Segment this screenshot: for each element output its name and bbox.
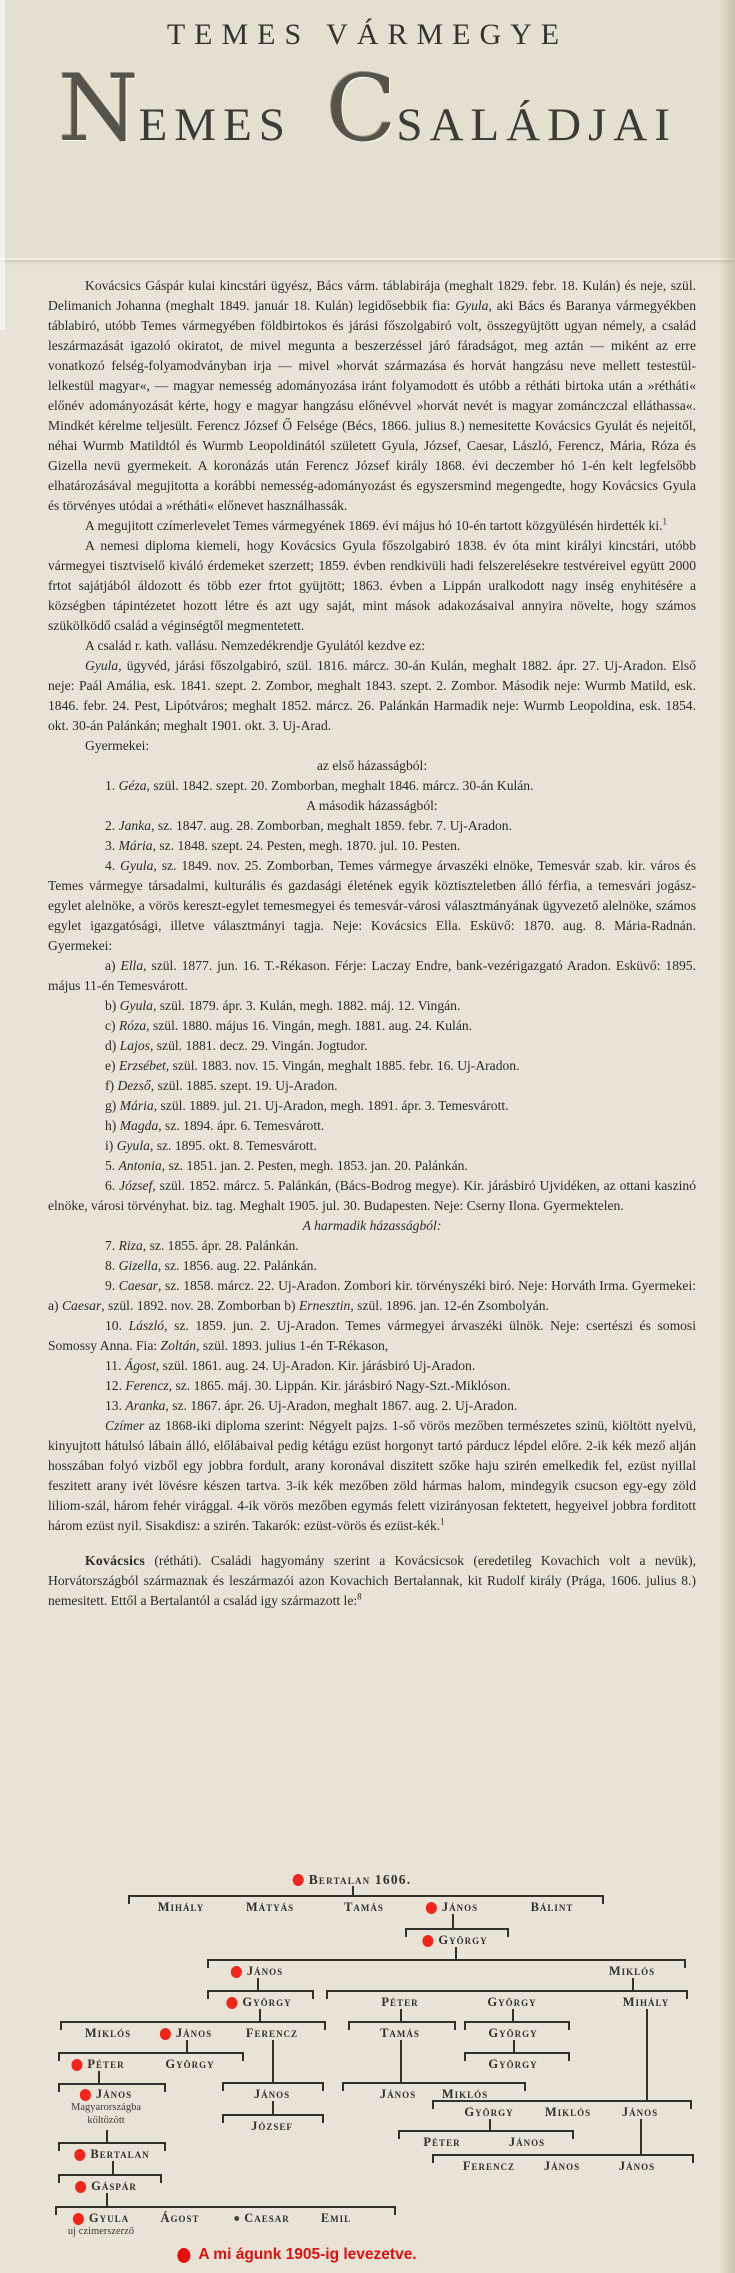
tree-node-name: János — [253, 2087, 291, 2101]
paragraph: f) Dezső, szül. 1885. szept. 19. Uj-Aradon. — [105, 1078, 338, 1093]
red-lineage-dot-icon — [293, 1874, 304, 1886]
red-lineage-dot-icon — [71, 2059, 82, 2071]
tree-node-name: Gáspár — [91, 2179, 137, 2193]
tree-node-name: György — [165, 2057, 215, 2071]
red-lineage-dot-icon — [226, 1997, 237, 2009]
paragraph: e) Erzsébet, szül. 1883. nov. 15. Vingán, meghalt 1885. febr. 16. Uj-Aradon. — [105, 1058, 520, 1073]
red-lineage-dot-icon — [160, 2028, 171, 2040]
tree-node-name: Gyula — [88, 2211, 130, 2225]
paragraph: 7. Riza, sz. 1855. ápr. 28. Palánkán. — [105, 1238, 299, 1253]
paragraph: g) Mária, szül. 1889. jul. 21. Uj-Aradon, megh. 1891. ápr. 3. Temesvárott. — [105, 1098, 509, 1113]
tree-node-note: költözött — [87, 2115, 125, 2126]
title-word-nemes: N EMES — [58, 55, 292, 162]
tree-node — [74, 2147, 149, 2162]
tree-node — [422, 1933, 487, 1948]
paragraph: 4. Gyula, sz. 1849. nov. 25. Zomborban, Temes vármegye árvaszéki elnöke, Temesvár szab. kir. város és Temes vármegye társadalmi, kulturális és gazdasági életének egyik köztiszteletben álló férfia, a temesvári jogász-egylet alelnöke, a vörös kereszt-egylet temesmegyei és temesvár-városi választmányának ügyvezető alelnöke, számos egylet igazgatósági, illetve választmányi tagja. Neje: Kovácsics Ella. Esküvő: 1870. aug. 8. Mária-Radnán. Gyermekei: — [48, 858, 696, 953]
tree-connector-line — [640, 2119, 642, 2154]
paragraph: A család r. kath. vallásu. Nemzedékrendje Gyulától kezdve ez: — [85, 638, 426, 653]
paragraph: b) Gyula, szül. 1879. ápr. 3. Kulán, megh. 1882. máj. 12. Vingán. — [105, 998, 461, 1013]
tree-node — [80, 2087, 132, 2102]
tree-connector-line — [513, 2040, 515, 2052]
paragraph: Kovácsics (rétháti). Családi hagyomány szerint a Kovácsicsok (eredetileg Kovachich volt a nevük), Horvátországból származnak és leszármazói azon Kovachich Bertalannak, kit Rudolf király (Prága, 1606. julius 8.) nemesitett. Ettől a Bertalantól a család igy származott le:$^8$ — [48, 1553, 696, 1608]
tree-node-name: Bertalan 1606. — [308, 1872, 412, 1887]
tree-node — [619, 2159, 655, 2174]
paragraph: 13. Aranka, sz. 1867. ápr. 26. Uj-Aradon, meghalt 1867. aug. 2. Uj-Aradon. — [105, 1398, 518, 1413]
tree-node — [609, 1964, 655, 1979]
tree-node-name: György — [464, 2105, 514, 2119]
tree-connector-line — [400, 2009, 402, 2021]
tree-node — [488, 2057, 537, 2072]
tree-connector-line — [106, 2193, 108, 2206]
tree-node — [226, 1995, 291, 2010]
tree-connector-line — [112, 2161, 114, 2174]
red-lineage-dot-icon — [75, 2181, 86, 2193]
tree-connector-line — [272, 2101, 274, 2114]
tree-node — [254, 2087, 290, 2102]
tree-node-name: Mihály — [157, 1900, 205, 1914]
tree-node-name: György — [488, 2057, 538, 2071]
paragraph: 8. Gizella, sz. 1856. aug. 22. Palánkán. — [105, 1258, 317, 1273]
tree-node — [380, 2087, 416, 2102]
tree-node-name: János — [175, 2026, 213, 2040]
paragraph: Kovácsics Gáspár kulai kincstári ügyész, Bács várm. táblabirája (meghalt 1829. febr. 18. Kulán) és neje, szül. Delimanich Johanna (meghalt 1849. január 18. Kulán) legidősebbik fia: Gyula, aki Bács és Baranya vármegyékben táblabiró, utóbb Temes vármegyében földbirtokos és járási főszolgabiró volt, összegyüjtött ugyan némely, a család leszármazását igazoló okiratot, de mivel megunta a beszerzéssel járó fáradságot, meg aztán — miként az erre vonatkozó felség-folyamodványban irja — mivel »horvát származása és horvát hangzásu neve mellett testestül-lelkestül magyar«, — magyar nemesség adományozása iránt folyamodott és utóbb a rétháti birtoka után a »rétháti« előnév adományozását kérte, hogy e magyar hangzásu előnévvel »horvát nevét is magyar zománczczal elláthassa«. Mindkét kérelme teljesült. Ferencz József Ő Felsége (Bécs, 1866. julius 8.) nemesitette Kovácsics Gyulát és nejeitől, néhai Wurmb Matildtól és Wurmb Leopoldinától született Gyula, József, Caesar, László, Ferencz, Mária, Róza és Gizella nevü gyermekeit. A koronázás után Ferencz József király 1868. évi deczember hó 1-én kelt legfelsőbb elhatározásával megujitotta a korábbi nemesség-adományozást és egyszersmind megengedte, hogy Kovácsics Gyula és törvényes utódai a »rétháti« előnevet használhassák. — [48, 278, 696, 513]
tree-node-name: Tamás — [344, 1900, 384, 1914]
tree-node — [158, 1900, 204, 1915]
tree-node — [545, 2105, 591, 2120]
paragraph: d) Lajos, szül. 1881. decz. 29. Vingán. Jogtudor. — [105, 1038, 368, 1053]
tree-node-name: Ágost — [160, 2211, 200, 2225]
tree-node-name: János — [621, 2105, 659, 2119]
tree-node-name: János — [95, 2087, 133, 2101]
tree-node-name: János — [618, 2159, 656, 2173]
tree-node — [463, 2159, 515, 2174]
tree-node — [488, 2026, 537, 2041]
tree-connector-line — [489, 2119, 491, 2130]
tree-node — [246, 2026, 298, 2041]
paragraph: 1. Géza, szül. 1842. szept. 20. Zomborban, meghalt 1846. márcz. 30-án Kulán. — [105, 778, 534, 793]
tree-node-name: János — [543, 2159, 581, 2173]
tree-connector-line — [186, 2040, 188, 2052]
tree-node-name: János — [379, 2087, 417, 2101]
tree-node-name: Miklós — [608, 1964, 656, 1978]
tree-node — [231, 1964, 283, 1979]
tree-node-name: Miklós — [441, 2087, 489, 2101]
paragraph: h) Magda, sz. 1894. ápr. 6. Temesvárott. — [105, 1118, 325, 1133]
paragraph: 5. Antonia, sz. 1851. jan. 2. Pesten, megh. 1853. jan. 20. Palánkán. — [105, 1158, 468, 1173]
tree-node — [426, 1900, 478, 1915]
tree-connector-line — [106, 2130, 108, 2142]
red-lineage-dot-icon — [73, 2213, 84, 2225]
tree-node — [75, 2179, 137, 2194]
red-lineage-dot-icon — [80, 2089, 91, 2101]
tree-connector-line — [272, 2040, 274, 2082]
red-lineage-dot-icon — [74, 2149, 85, 2161]
tree-node-name: Ferencz — [245, 2026, 299, 2040]
tree-node — [160, 2026, 212, 2041]
paragraph: 6. József, szül. 1852. márcz. 5. Palánkán, (Bács-Bodrog megye). Kir. járásbiró Ujvidéken, az ottani kaszinó elnöke, városi törvényhat. biz. tag. Meghalt 1905. jul. 30. Budapesten. Neje: Cserny Ilona. Gyermektelen. — [48, 1178, 696, 1213]
legend-red-dot-icon — [177, 2248, 190, 2263]
tree-connector-line — [98, 2071, 100, 2083]
paragraph: 11. Ágost, szül. 1861. aug. 24. Uj-Aradon. Kir. járásbiró Uj-Aradon. — [105, 1358, 476, 1373]
tree-node — [251, 2119, 293, 2134]
tree-connector-line — [257, 1978, 259, 1990]
tree-node — [623, 1995, 669, 2010]
paragraph: Gyula, ügyvéd, járási főszolgabiró, szül. 1816. márcz. 30-án Kulán, meghalt 1882. ápr. 27. Uj-Aradon. Első neje: Paál Amália, esk. 1841. szept. 2. Zombor, meghalt 1843. szept. 2. Zombor. Második neje: Wurmb Matild, esk. 1846. febr. 24. Pest, Lipótváros; meghalt 1852. márcz. 26. Palánkán Harmadik neje: Wurmb Leopoldina, esk. 1854. okt. 30-án Palánkán; meghalt 1901. okt. 3. Uj-Arad. — [48, 658, 696, 733]
tree-node — [622, 2105, 658, 2120]
tree-node-name: Miklós — [544, 2105, 592, 2119]
paragraph: 2. Janka, sz. 1847. aug. 28. Zomborban, meghalt 1859. febr. 7. Uj-Aradon. — [105, 818, 512, 833]
tree-node — [464, 2105, 513, 2120]
paragraph: Gyermekei: — [85, 738, 150, 753]
ornate-initial-c: C — [325, 55, 397, 162]
tree-node — [160, 2211, 199, 2226]
tree-node — [246, 1900, 294, 1915]
tree-node — [380, 2026, 420, 2041]
paragraph: 12. Ferencz, sz. 1865. máj. 30. Lippán. Kir. járásbiró Nagy-Szt.-Miklóson. — [105, 1378, 511, 1393]
tree-node — [321, 2211, 351, 2226]
tree-node — [381, 1995, 418, 2010]
tree-node-name: Péter — [381, 1995, 419, 2009]
paragraph: Czímer az 1868-iki diploma szerint: Négyelt pajzs. 1-ső vörös mezőben természetes szinü, kiöltött nyelvü, kinyujtott hátulsó lábain álló, előlábaival pedig kétágu ezüst horgonyt tartó párducz lépdel előre. 2-ik kék mező alján hosszában folyó vizből egy jobbra fordult, arany koronával diszitett szőke haju szirén emelkedik fel, ezüst nyillal feszitett arany ivét lövésre készen tartva. 3-ik kék mezőben zöld hármas halom, mindegyik csucson egy-egy zöld liliom-szál, három fehér virággal. 4-ik vörös mezőben egymás felett vizirányosan fektetett, hegyeivel jobbra forditott három ezüst nyil. Sisakdisz: a szirén. Takarók: ezüst-vörös és ezüst-kék.$^1$ — [48, 1418, 696, 1533]
tree-node — [531, 1900, 574, 1915]
tree-node — [234, 2211, 290, 2226]
paragraph: az első házasságból: — [316, 758, 428, 773]
tree-node-name: János — [246, 1964, 284, 1978]
red-lineage-dot-icon — [231, 1966, 242, 1978]
paragraph: c) Róza, szül. 1880. május 16. Vingán, megh. 1881. aug. 24. Kulán. — [105, 1018, 473, 1033]
paragraph: A megujitott czímerlevelet Temes vármegyének 1869. évi május hó 10-én tartott közgyülésén hirdették ki.$^1$ — [85, 516, 668, 533]
paragraph: A nemesi diploma kiemeli, hogy Kovácsics Gyula főszolgabiró 1838. év óta mint királyi kincstári, utóbb vármegyei tisztviselő kiváló érdemeket szerzett; 1859. évben rendkivüli hadi felszerelésekre testvéreivel együtt 2000 frtot sajátjából áldozott és több ezer frtot gyüjtött; 1863. évben a Lippán uralkodott nagy inség enyhitésére a községben tápintézetet hozott létre és azt ugy saját, mint mások adakozásaival annyira növelte, hogy számos szükölködő család a véginségtől megmentetett. — [48, 538, 696, 633]
tree-node-name: Bálint — [530, 1900, 574, 1914]
tree-connector-line — [512, 2009, 514, 2021]
tree-node-name: Miklós — [84, 2026, 132, 2040]
paragraph: A második házasságból: — [306, 798, 438, 813]
tree-node-name: Péter — [423, 2135, 461, 2149]
tree-node-name: György — [488, 2026, 538, 2040]
tree-node-name: Emil — [320, 2211, 352, 2225]
tree-node — [293, 1872, 412, 1888]
tree-connector-line — [632, 1978, 634, 1990]
county-kicker: TEMES VÁRMEGYE — [166, 18, 569, 51]
tree-node-name: Ferencz — [462, 2159, 516, 2173]
tree-node — [544, 2159, 580, 2174]
tree-connector-line — [259, 2009, 261, 2021]
red-lineage-dot-icon — [422, 1935, 433, 1947]
tree-node — [165, 2057, 214, 2072]
tree-node-name: Mátyás — [245, 1900, 295, 1914]
tree-node — [487, 1995, 536, 2010]
tree-node-name: Péter — [87, 2057, 125, 2071]
paragraph: A harmadik házasságból: — [302, 1218, 442, 1233]
tree-node — [73, 2211, 129, 2226]
tree-sibling-bracket — [342, 2082, 526, 2091]
title-word-csaladjai: C SALÁDJAI — [325, 55, 677, 162]
body-text — [48, 276, 696, 1856]
tree-node-name: Tamás — [380, 2026, 420, 2040]
tree-node — [442, 2087, 488, 2102]
legend-text: A mi águnk 1905-ig levezetve. — [198, 2246, 417, 2263]
book-title — [0, 55, 735, 162]
red-lineage-dot-icon — [426, 1902, 437, 1914]
tree-node-name: József — [251, 2119, 293, 2133]
tree-node — [71, 2057, 124, 2072]
paragraph: 3. Mária, sz. 1848. szept. 24. Pesten, megh. 1870. jul. 10. Pesten. — [105, 838, 461, 853]
tree-node-name: György — [487, 1995, 537, 2009]
tree-node-note: uj czimerszerző — [67, 2226, 135, 2237]
tree-node-name: Bertalan — [90, 2147, 150, 2161]
tree-legend — [177, 2246, 416, 2264]
tree-node-name: György — [438, 1933, 488, 1947]
tree-node-name: János — [508, 2135, 546, 2149]
tree-connector-line — [452, 1914, 454, 1928]
tree-node-name: Caesar — [244, 2211, 290, 2225]
tree-connector-line — [646, 2009, 648, 2100]
family-tree — [0, 1858, 735, 2273]
small-dot-icon — [234, 2216, 239, 2221]
tree-node — [85, 2026, 131, 2041]
tree-node — [509, 2135, 545, 2150]
tree-connector-line — [455, 1947, 457, 1959]
tree-node-name: János — [441, 1900, 479, 1914]
tree-node-name: Mihály — [622, 1995, 670, 2009]
paragraph: 9. Caesar, sz. 1858. márcz. 22. Uj-Aradon. Zombori kir. törvényszéki biró. Neje: Horváth Irma. Gyermekei: a) Caesar, szül. 1892. nov. 28. Zomborban b) Ernesztin, szül. 1896. jan. 12-én Zsombolyán. — [48, 1278, 696, 1313]
tree-node — [344, 1900, 384, 1915]
tree-node-note: Magyarországba — [71, 2102, 141, 2113]
tree-connector-line — [400, 2040, 402, 2082]
paragraph: i) Gyula, sz. 1895. okt. 8. Temesvárott. — [105, 1138, 317, 1153]
paragraph: 10. László, sz. 1859. jun. 2. Uj-Aradon. Temes vármegyei árvaszéki ülnök. Neje: csertészi és somosi Somossy Anna. Fia: Zoltán, szül. 1893. julius 1-én T-Rékason, — [48, 1318, 696, 1353]
page-header — [0, 0, 735, 260]
tree-node — [423, 2135, 460, 2150]
paragraph: a) Ella, szül. 1877. jun. 16. T.-Rékason. Férje: Laczay Endre, bank-vezérigazgató Aradon. Esküvő: 1895. május 11-én Temesvárott. — [48, 958, 696, 993]
ornate-initial-n: N — [58, 55, 139, 162]
tree-node-name: György — [242, 1995, 292, 2009]
